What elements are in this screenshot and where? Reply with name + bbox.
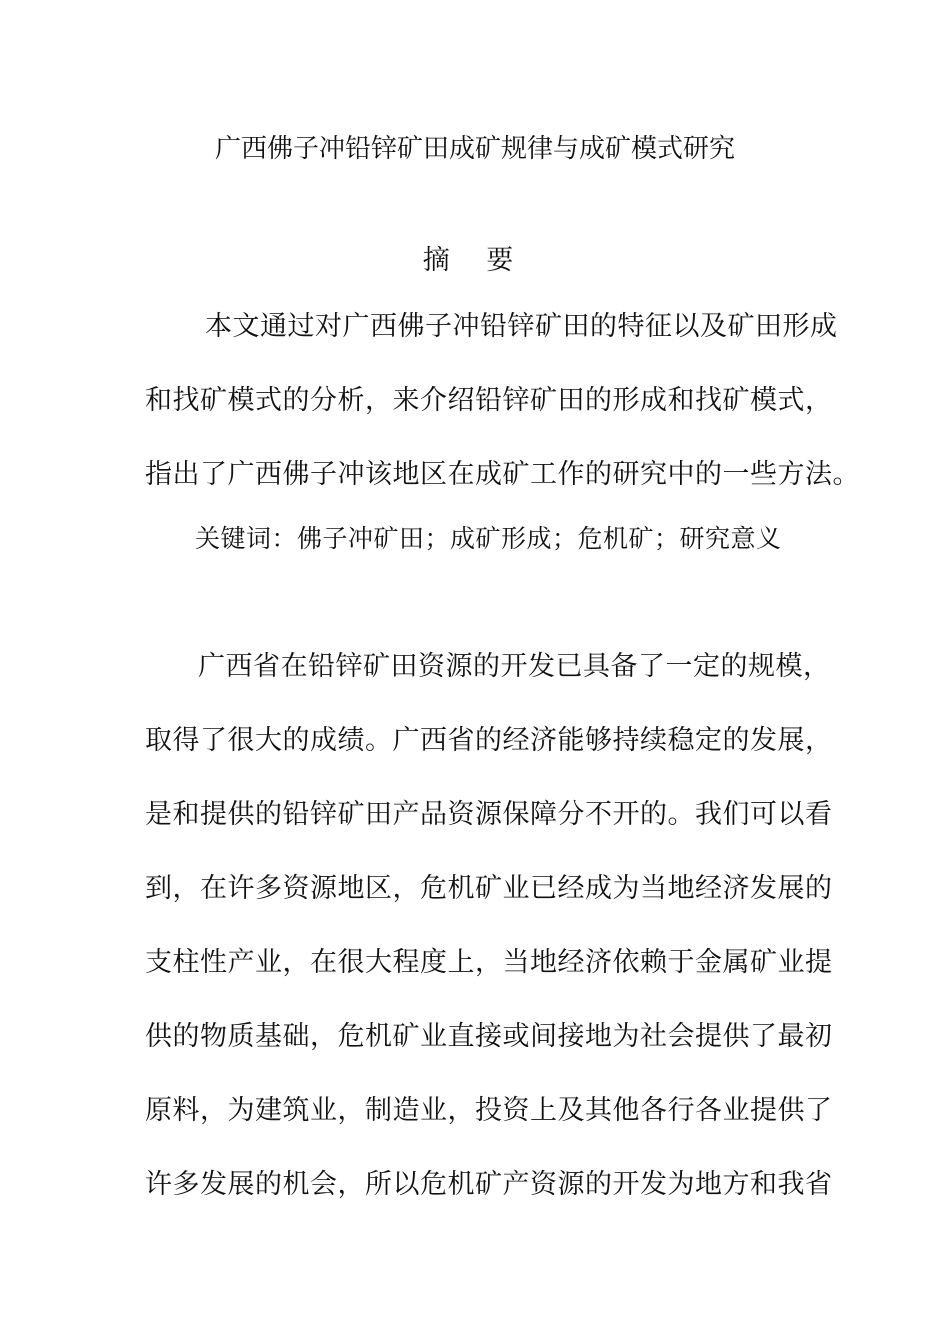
abstract-line-2: 和找矿模式的分析，来介绍铅锌矿田的形成和找矿模式， bbox=[145, 385, 833, 416]
body-line-3: 是和提供的铅锌矿田产品资源保障分不开的。我们可以看 bbox=[145, 799, 833, 830]
body-line-1: 广西省在铅锌矿田资源的开发已具备了一定的规模， bbox=[198, 651, 831, 682]
body-line-4: 到，在许多资源地区，危机矿业已经成为当地经济发展的 bbox=[145, 873, 833, 904]
body-line-2: 取得了很大的成绩。广西省的经济能够持续稳定的发展， bbox=[145, 725, 833, 756]
body-line-5: 支柱性产业，在很大程度上，当地经济依赖于金属矿业提 bbox=[145, 947, 833, 978]
keywords-line: 关键词：佛子冲矿田；成矿形成；危机矿；研究意义 bbox=[195, 524, 782, 553]
abstract-heading: 摘 要 bbox=[422, 245, 528, 276]
body-line-7: 原料，为建筑业，制造业，投资上及其他各行各业提供了 bbox=[145, 1095, 833, 1126]
abstract-line-3: 指出了广西佛子冲该地区在成矿工作的研究中的一些方法。 bbox=[145, 459, 860, 490]
body-line-6: 供的物质基础，危机矿业直接或间接地为社会提供了最初 bbox=[145, 1021, 833, 1052]
abstract-line-1: 本文通过对广西佛子冲铅锌矿田的特征以及矿田形成 bbox=[205, 311, 838, 342]
body-line-8: 许多发展的机会，所以危机矿产资源的开发为地方和我省 bbox=[145, 1169, 833, 1200]
document-title: 广西佛子冲铅锌矿田成矿规律与成矿模式研究 bbox=[214, 134, 735, 164]
